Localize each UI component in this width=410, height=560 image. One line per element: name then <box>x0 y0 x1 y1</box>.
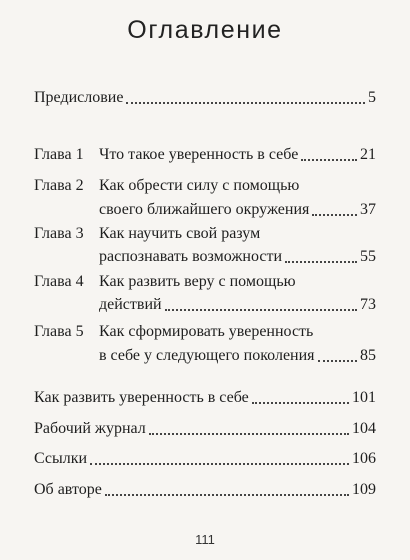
page-number-footer: 111 <box>195 532 215 547</box>
toc-entry-title: Как развить уверенность в себе <box>34 389 249 406</box>
chapter-title-line: распознавать возможности <box>99 248 283 265</box>
toc-page-number: 106 <box>352 450 376 467</box>
chapter-title-line: Как научить свой разум <box>99 225 261 242</box>
toc-entry-appendix-4[interactable] <box>34 479 376 501</box>
dot-leader <box>285 260 357 263</box>
toc-page-number: 55 <box>360 248 376 265</box>
toc-page-number: 85 <box>360 347 376 364</box>
dot-leader <box>252 401 349 404</box>
chapter-title-line: в себе у следующего поколения <box>99 347 315 364</box>
dot-leader <box>149 432 349 435</box>
toc-entry-appendix-2[interactable] <box>34 418 376 440</box>
toc-page-number: 21 <box>360 146 376 163</box>
chapter-label: Глава 3 <box>34 225 84 242</box>
dot-leader <box>90 462 349 465</box>
chapter-title-line: Как сформировать уверенность <box>99 323 314 340</box>
toc-entry-preface[interactable] <box>34 87 376 109</box>
toc-page-number: 73 <box>360 296 376 313</box>
toc-entry-appendix-3[interactable] <box>34 448 376 470</box>
dot-leader <box>318 359 357 362</box>
chapter-title-line: своего ближайшего окружения <box>99 201 310 218</box>
chapter-label: Глава 4 <box>34 273 84 290</box>
toc-page-number: 104 <box>352 420 376 437</box>
dot-leader <box>105 493 349 496</box>
dot-leader <box>165 308 357 311</box>
toc-entry-title: Рабочий журнал <box>34 420 146 437</box>
toc-page-number: 109 <box>352 481 376 498</box>
dot-leader <box>301 158 357 161</box>
chapter-title-line: действий <box>99 296 162 313</box>
dot-leader <box>126 101 365 104</box>
dot-leader <box>312 213 357 216</box>
toc-entry-title: Предисловие <box>34 89 124 106</box>
chapter-title-line: Как развить веру с помощью <box>99 273 296 290</box>
toc-page-number: 37 <box>360 201 376 218</box>
toc-entry-title: Об авторе <box>34 481 102 498</box>
chapter-label: Глава 1 <box>34 146 84 163</box>
chapter-label: Глава 2 <box>34 177 84 194</box>
chapter-label: Глава 5 <box>34 323 84 340</box>
toc-entry-title: Ссылки <box>34 450 88 467</box>
toc-page-number: 5 <box>368 89 376 106</box>
toc-entry-appendix-1[interactable] <box>34 387 376 409</box>
chapter-title-line: Что такое уверенность в себе <box>99 146 299 163</box>
page-title: Оглавление <box>127 16 283 44</box>
chapter-title-line: Как обрести силу с помощью <box>99 177 300 194</box>
toc-page-number: 101 <box>352 389 376 406</box>
